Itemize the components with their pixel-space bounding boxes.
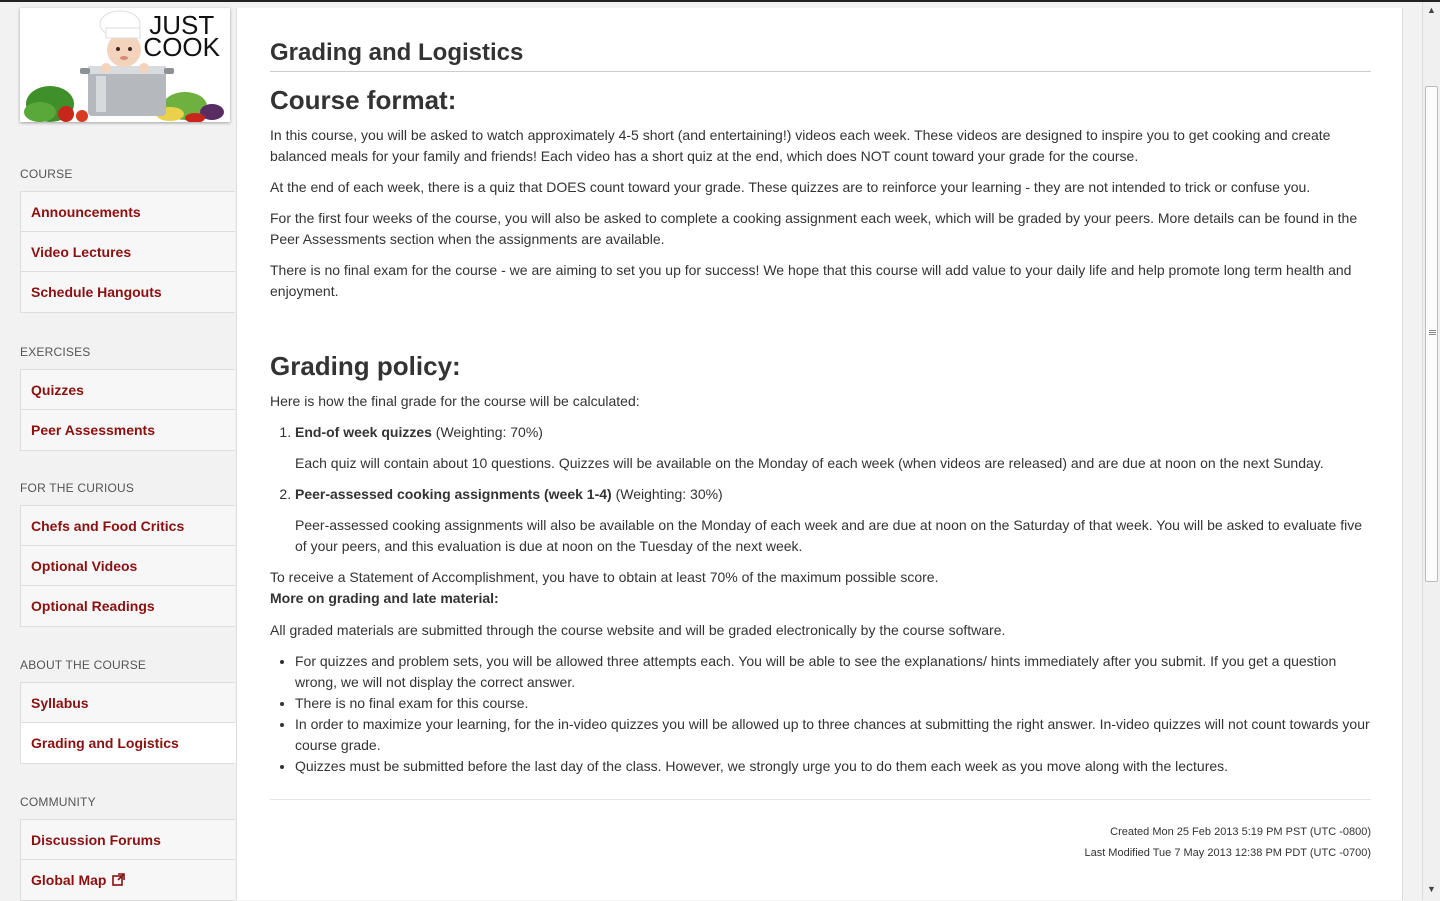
format-paragraph-4: There is no final exam for the course - we are aiming to set you up for success! We hope that this course will add value to your daily life and help promote long term health and enjoyment. (270, 262, 1352, 299)
grading-component-description: Peer-assessed cooking assignments will also be available on the Monday of each week and are due at noon on the Saturday of that week. You will be asked to evaluate five of your peers, and this evaluation is due at noon on the Tuesday of the next week. (295, 517, 1363, 554)
grading-component-description: Each quiz will contain about 10 questions. Quizzes will be available on the Monday of each week (when videos are released) and are due at noon on the next Sunday. (295, 455, 1324, 471)
page-scrollbar[interactable] (1422, 2, 1440, 900)
sidebar-item-optional-videos[interactable]: Optional Videos (21, 546, 235, 586)
list-item: • In order to maximize your learning, for the in-video quizzes you will be allowed up to three chances at submitting the right answer. In-video quizzes will not count towards your course grade. (295, 714, 1371, 756)
sidebar-item-global-map-label: Global Map (31, 872, 107, 888)
grading-components-list (270, 422, 1371, 557)
grading-component-name: Peer-assessed cooking assignments (week 1-4) (295, 486, 612, 502)
page-title: Grading and Logistics (270, 42, 1371, 72)
section-title-community: COMMUNITY (20, 795, 96, 809)
logo-line-2: COOK (143, 32, 220, 62)
sidebar-item-syllabus[interactable]: Syllabus (21, 683, 235, 723)
format-paragraph-3: For the first four weeks of the course, you will also be asked to complete a cooking assignment each week, which will be graded by your peers. More details can be found in the Peer Assessments section when the assignments are available. (270, 210, 1358, 247)
sidebar-item-schedule-hangouts[interactable]: Schedule Hangouts (21, 272, 235, 312)
sidebar-item-chefs-and-food-critics[interactable]: Chefs and Food Critics (21, 506, 235, 546)
grading-component-name: End-of week quizzes (295, 424, 432, 440)
nav-group-about-the-course (20, 682, 235, 764)
logo-text (143, 10, 220, 62)
section-title-exercises: EXERCISES (20, 345, 91, 359)
sidebar-item-quizzes[interactable]: Quizzes (21, 370, 235, 410)
scroll-down-arrow-icon[interactable]: ▼ (1427, 884, 1436, 894)
late-material-list (270, 651, 1371, 777)
modified-timestamp: Last Modified Tue 7 May 2013 12:38 PM PDT (UTC -0700) (1084, 847, 1371, 859)
logo-line-1: JUST (149, 10, 215, 40)
external-link-icon (112, 861, 125, 901)
sidebar-item-video-lectures[interactable]: Video Lectures (21, 232, 235, 272)
main-content-panel (236, 8, 1403, 900)
accomplishment-text: To receive a Statement of Accomplishment, you have to obtain at least 70% of the maximum possible score. (270, 569, 939, 585)
course-logo[interactable] (20, 8, 230, 122)
list-item: • There is no final exam for this course. (295, 693, 1371, 714)
scrollbar-thumb[interactable] (1425, 86, 1438, 582)
sidebar-item-discussion-forums[interactable]: Discussion Forums (21, 820, 235, 860)
scroll-up-arrow-icon[interactable]: ▲ (1427, 5, 1436, 15)
format-paragraph-2: At the end of each week, there is a quiz that DOES count toward your grade. These quizzes are to reinforce your learning - they are not intended to trick or confuse you. (270, 179, 1311, 195)
course-format-heading: Course format: (270, 85, 457, 115)
grading-component-weight: (Weighting: 70%) (431, 424, 543, 440)
sidebar-item-peer-assessments[interactable]: Peer Assessments (21, 410, 235, 450)
grading-component (295, 422, 1371, 474)
nav-group-community (20, 819, 235, 901)
late-material-heading: More on grading and late material: (270, 590, 499, 606)
nav-group-course (20, 191, 235, 313)
section-title-for-the-curious: FOR THE CURIOUS (20, 481, 135, 495)
list-item: • For quizzes and problem sets, you will be allowed three attempts each. You will be able to see the explanations/ hints immediately after you submit. If you get a question wrong, we will not display the correct answer. (295, 651, 1371, 693)
grading-policy-heading: Grading policy: (270, 351, 461, 381)
late-material-intro: All graded materials are submitted through the course website and will be graded electronically by the course software. (270, 622, 1006, 638)
sidebar-item-announcements[interactable]: Announcements (21, 192, 235, 232)
sidebar (0, 2, 236, 900)
nav-group-exercises (20, 369, 235, 451)
article (270, 8, 1371, 864)
section-title-course: COURSE (20, 167, 73, 181)
nav-group-for-the-curious (20, 505, 235, 627)
created-timestamp: Created Mon 25 Feb 2013 5:19 PM PST (UTC -0800) (1110, 826, 1371, 838)
footer-divider (270, 799, 1371, 800)
grading-policy-intro: Here is how the final grade for the course will be calculated: (270, 393, 640, 409)
grading-component-weight: (Weighting: 30%) (611, 486, 723, 502)
list-item: • Quizzes must be submitted before the last day of the class. However, we strongly urge you to do them each week as you move along with the lectures. (295, 756, 1371, 777)
format-paragraph-1: In this course, you will be asked to watch approximately 4-5 short (and entertaining!) videos each week. These videos are designed to inspire you to get cooking and create balanced meals for your family and friends! Each video has a short quiz at the end, which does NOT count toward your grade for the course. (270, 127, 1331, 164)
grading-component (295, 484, 1371, 557)
sidebar-item-global-map[interactable] (21, 860, 235, 900)
sidebar-item-grading-and-logistics[interactable]: Grading and Logistics (21, 723, 236, 763)
sidebar-item-optional-readings[interactable]: Optional Readings (21, 586, 235, 626)
section-title-about-the-course: ABOUT THE COURSE (20, 658, 147, 672)
